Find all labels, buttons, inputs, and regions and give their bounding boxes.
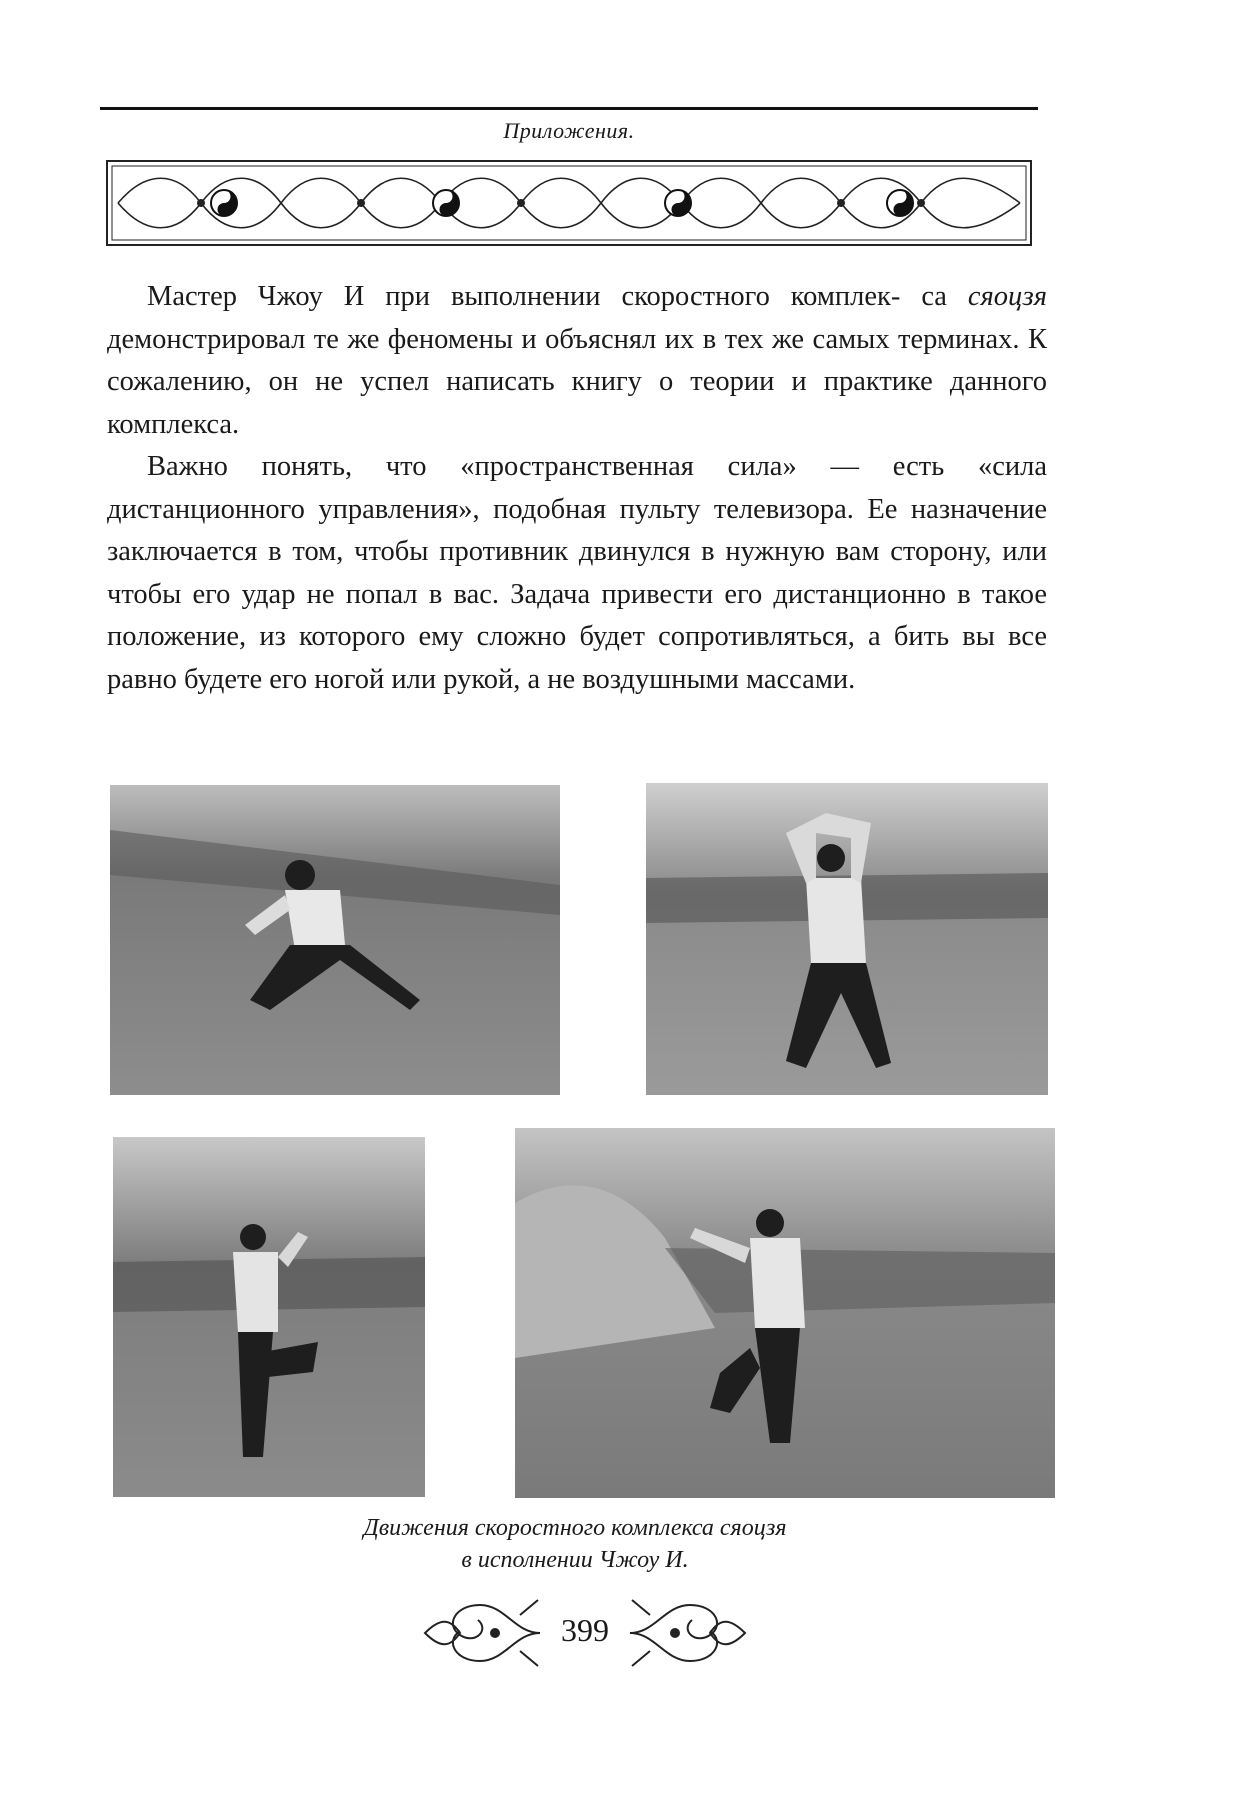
yin-yang-icon — [887, 190, 913, 216]
footer-ornament-right — [625, 1590, 750, 1676]
photo-arms-raised — [646, 783, 1048, 1095]
ornament-band — [106, 160, 1032, 246]
yin-yang-icon — [211, 190, 237, 216]
paragraph-1: Мастер Чжоу И при выполнении скоростного комплек- са сяоцзя демонстрировал те же феномены и объяснял их в тех же самых терминах. К сожалению, он не успел написать книгу о теории и практике данного комплекса. — [107, 281, 1048, 440]
body-text — [107, 276, 1047, 701]
yin-yang-icon — [665, 190, 691, 216]
photo-one-leg-dune — [515, 1128, 1055, 1498]
photo-one-leg-left — [113, 1137, 425, 1497]
photo-low-stance — [110, 785, 560, 1095]
paragraph-2: Важно понять, что «пространственная сила» — есть «сила дистанционного управления», подобная пульту телевизора. Ее назначение заключается в том, чтобы противник двинулся в нужную вам сторону, или чтобы его удар не попал в вас. Задача привести его дистанционно в такое положение, из которого ему сложно будет сопротивляться, а бить вы все равно будете его ногой или рукой, а не воздушными массами. — [107, 451, 1047, 695]
running-title: Приложения. — [503, 118, 635, 143]
term-siaoczya: сяоцзя — [967, 281, 1048, 312]
yin-yang-icon — [433, 190, 459, 216]
figure-caption — [100, 1512, 1050, 1576]
footer-ornament-left — [420, 1590, 545, 1676]
page-number: 399 — [561, 1612, 609, 1648]
header-rule — [100, 107, 1038, 110]
caption-line-2: в исполнении Чжоу И. — [461, 1547, 689, 1573]
caption-line-1: Движения скоростного комплекса сяоцзя — [363, 1515, 787, 1541]
